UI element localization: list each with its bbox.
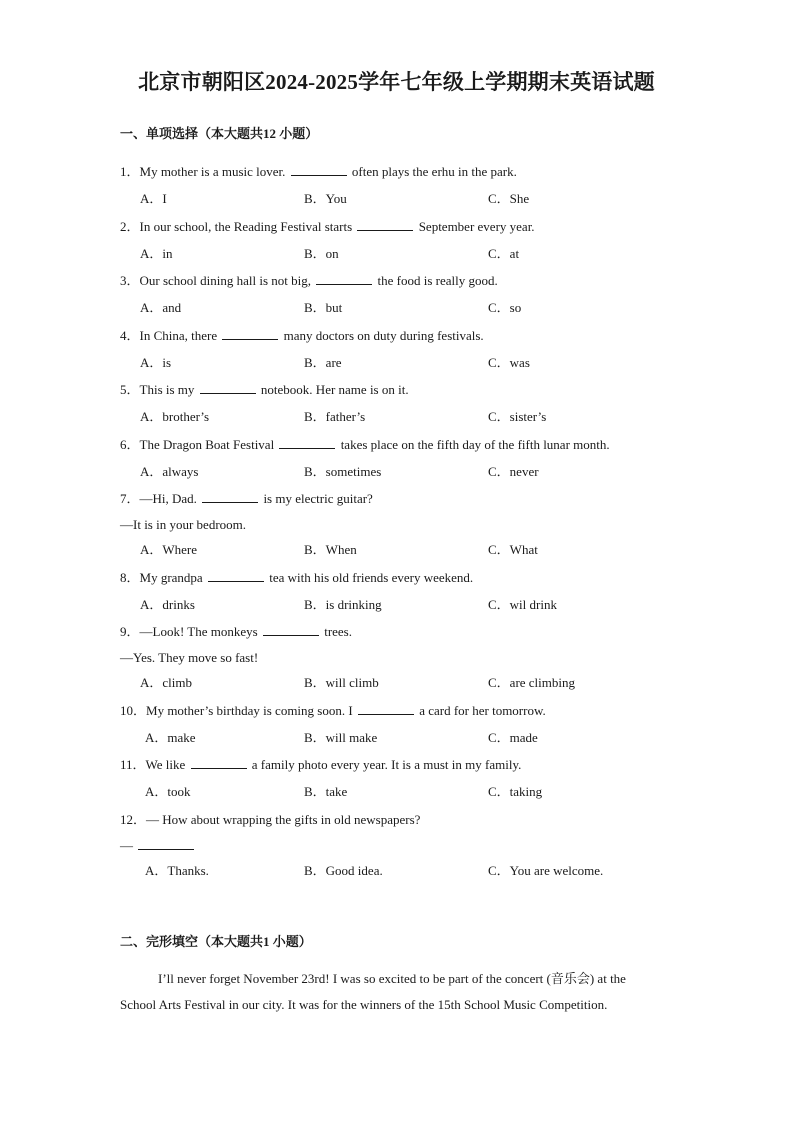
option-b[interactable]: B．Good idea. — [304, 863, 383, 878]
question-text: —Hi, Dad. — [139, 491, 197, 506]
question-5 — [120, 382, 409, 398]
question-text: a card for her tomorrow. — [419, 703, 546, 718]
question-7 — [120, 491, 373, 507]
question-text: tea with his old friends every weekend. — [269, 570, 474, 585]
option-b[interactable]: B．will climb — [304, 675, 379, 690]
answer-blank — [202, 491, 258, 503]
answer-blank — [357, 219, 413, 231]
cloze-passage — [120, 966, 665, 1018]
question-6 — [120, 437, 610, 453]
question-text: takes place on the fifth day of the fifth lunar month. — [340, 437, 610, 452]
option-b[interactable]: B．on — [304, 246, 339, 261]
option-c[interactable]: C．You are welcome. — [488, 863, 604, 878]
option-a[interactable]: A．drinks — [140, 597, 195, 612]
question-text: the food is really good. — [377, 273, 498, 288]
option-a[interactable]: A．climb — [140, 675, 192, 690]
question-text: is my electric guitar? — [263, 491, 373, 506]
question-4 — [120, 328, 484, 344]
answer-blank — [208, 570, 264, 582]
question-text: trees. — [324, 624, 352, 639]
option-c[interactable]: C．taking — [488, 784, 543, 799]
option-c[interactable]: C．sister’s — [488, 409, 547, 424]
question-text: The Dragon Boat Festival — [139, 437, 275, 452]
option-a[interactable]: A．Thanks. — [145, 863, 209, 878]
answer-blank — [191, 757, 247, 769]
option-a[interactable]: A．I — [140, 191, 167, 206]
question-number: 6． — [120, 437, 140, 452]
question-text: My grandpa — [139, 570, 203, 585]
question-number: 10． — [120, 703, 147, 718]
question-number: 1． — [120, 164, 140, 179]
question-number: 2． — [120, 219, 140, 234]
answer-blank — [138, 838, 194, 850]
question-text: many doctors on duty during festivals. — [283, 328, 484, 343]
question-text: notebook. Her name is on it. — [260, 382, 409, 397]
option-a[interactable]: A．Where — [140, 542, 198, 557]
option-c[interactable]: C．What — [488, 542, 538, 557]
option-c[interactable]: C．was — [488, 355, 530, 370]
answer-blank — [291, 164, 347, 176]
option-b[interactable]: B．are — [304, 355, 342, 370]
question-number: 12． — [120, 812, 147, 827]
option-b[interactable]: B．sometimes — [304, 464, 382, 479]
option-b[interactable]: B．but — [304, 300, 343, 315]
question-text: often plays the erhu in the park. — [351, 164, 517, 179]
option-c[interactable]: C．at — [488, 246, 520, 261]
question-text: Our school dining hall is not big, — [139, 273, 312, 288]
option-c[interactable]: C．She — [488, 191, 530, 206]
question-text: This is my — [139, 382, 195, 397]
question-11 — [120, 757, 521, 773]
answer-blank — [222, 328, 278, 340]
option-c[interactable]: C．so — [488, 300, 522, 315]
question-9-reply: —Yes. They move so fast! — [120, 650, 259, 665]
option-a[interactable]: A．always — [140, 464, 199, 479]
question-text: September every year. — [418, 219, 535, 234]
question-text: My mother’s birthday is coming soon. I — [146, 703, 353, 718]
option-a[interactable]: A．brother’s — [140, 409, 210, 424]
answer-blank — [316, 273, 372, 285]
answer-blank — [263, 624, 319, 636]
option-a[interactable]: A．is — [140, 355, 172, 370]
answer-blank — [200, 382, 256, 394]
question-text: — How about wrapping the gifts in old newspapers? — [146, 812, 421, 827]
question-10 — [120, 703, 546, 719]
question-text: In our school, the Reading Festival starts — [139, 219, 353, 234]
section-heading-single-choice: 一、单项选择（本大题共12 小题） — [120, 126, 319, 141]
option-a[interactable]: A．make — [145, 730, 196, 745]
option-a[interactable]: A．in — [140, 246, 173, 261]
question-text: —Look! The monkeys — [139, 624, 258, 639]
question-number: 3． — [120, 273, 140, 288]
page-title: 北京市朝阳区2024-2025学年七年级上学期期末英语试题 — [138, 70, 655, 94]
option-b[interactable]: B．take — [304, 784, 348, 799]
question-number: 8． — [120, 570, 140, 585]
option-c[interactable]: C．are climbing — [488, 675, 576, 690]
option-c[interactable]: C．never — [488, 464, 539, 479]
section-heading-cloze: 二、完形填空（本大题共1 小题） — [120, 934, 312, 949]
option-b[interactable]: B．is drinking — [304, 597, 382, 612]
question-text: In China, there — [139, 328, 218, 343]
question-number: 7． — [120, 491, 140, 506]
option-a[interactable]: A．and — [140, 300, 182, 315]
question-text: My mother is a music lover. — [139, 164, 286, 179]
option-b[interactable]: B．You — [304, 191, 347, 206]
answer-blank — [358, 703, 414, 715]
passage-text: I’ll never forget November 23rd! I was so excited to be part of the concert (音乐会) at the School Arts Festival in our city. It was for the winners of the 15th School Music Competition. — [120, 971, 626, 1012]
option-c[interactable]: C．wil drink — [488, 597, 557, 612]
question-7-reply: —It is in your bedroom. — [120, 517, 247, 532]
question-number: 5． — [120, 382, 140, 397]
answer-blank — [279, 437, 335, 449]
question-text: We like — [145, 757, 186, 772]
question-8 — [120, 570, 473, 586]
option-b[interactable]: B．father’s — [304, 409, 366, 424]
question-number: 11． — [120, 757, 146, 772]
question-3 — [120, 273, 498, 289]
reply-dash: — — [120, 838, 133, 853]
question-number: 9． — [120, 624, 140, 639]
option-b[interactable]: B．will make — [304, 730, 378, 745]
question-12-reply — [120, 838, 196, 854]
option-c[interactable]: C．made — [488, 730, 538, 745]
question-1 — [120, 164, 517, 180]
question-text: a family photo every year. It is a must in my family. — [251, 757, 522, 772]
question-12 — [120, 812, 420, 828]
question-number: 4． — [120, 328, 140, 343]
question-9 — [120, 624, 352, 640]
option-b[interactable]: B．When — [304, 542, 357, 557]
question-2 — [120, 219, 535, 235]
option-a[interactable]: A．took — [145, 784, 191, 799]
